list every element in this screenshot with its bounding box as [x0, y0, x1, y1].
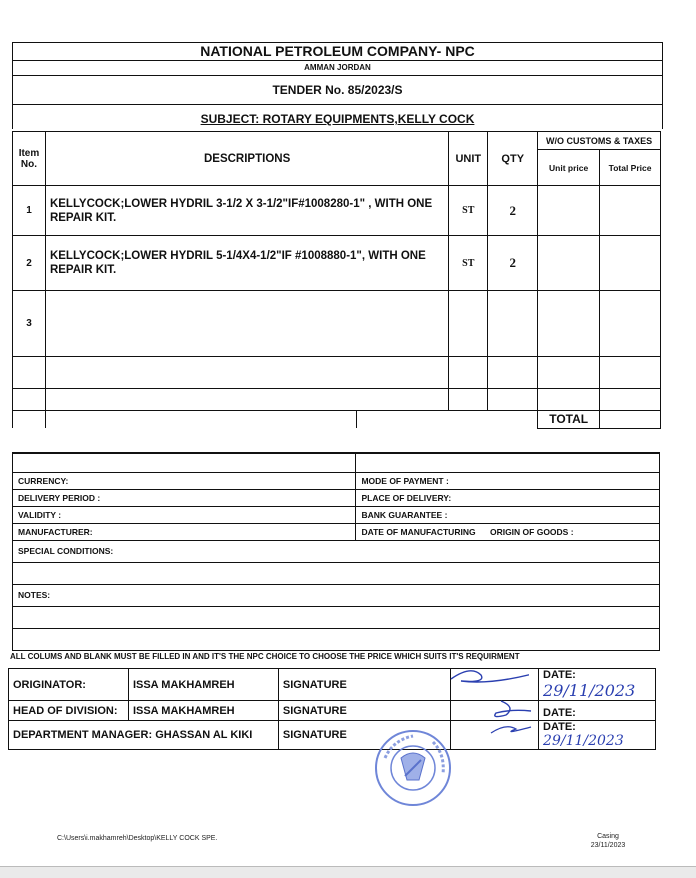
- footer-label: Casing: [597, 833, 619, 840]
- item-number: 2: [13, 236, 46, 291]
- col-total-price-header: Total Price: [600, 150, 661, 186]
- company-stamp: [373, 728, 453, 808]
- col-qty-header: QTY: [488, 132, 538, 186]
- signer-name: GHASSAN AL KIKI: [155, 729, 253, 741]
- item-qty: [488, 291, 538, 357]
- col-item-header: Item No.: [13, 132, 46, 186]
- mode-of-payment-field[interactable]: MODE OF PAYMENT :: [356, 472, 660, 489]
- signature-row: [9, 701, 656, 721]
- total-label: TOTAL: [538, 411, 600, 429]
- delivery-period-field[interactable]: DELIVERY PERIOD :: [13, 489, 356, 506]
- item-unit-price: [538, 186, 600, 236]
- item-number: 1: [13, 186, 46, 236]
- signature-row: [9, 721, 656, 750]
- role-label: ORIGINATOR:: [9, 669, 129, 701]
- manufacturing-date-field[interactable]: [356, 523, 660, 540]
- item-unit-price: [538, 236, 600, 291]
- item-unit: ST: [449, 236, 488, 291]
- date-label: DATE:: [543, 707, 576, 719]
- city-line: AMMAN JORDAN: [12, 60, 663, 76]
- item-description: KELLYCOCK;LOWER HYDRIL 5-1/4X4-1/2"IF #1008880-1", WITH ONE REPAIR KIT.: [45, 236, 448, 291]
- total-row: [13, 411, 661, 429]
- tender-number: TENDER No. 85/2023/S: [12, 76, 663, 105]
- handwritten-signature: [441, 665, 529, 687]
- date-label: DATE:: [543, 669, 576, 681]
- item-total-price: [600, 186, 661, 236]
- handwritten-date: 29/11/2023: [543, 733, 624, 749]
- signature-label: SIGNATURE: [278, 701, 451, 721]
- total-value: [600, 411, 661, 429]
- col-unit-price-header: Unit price: [538, 150, 600, 186]
- disclaimer-text: ALL COLUMS AND BLANK MUST BE FILLED IN AND IT'S THE NPC CHOICE TO CHOOSE THE PRICE WHICH SUITS IT'S REQUIRMENT: [10, 652, 520, 661]
- signature-box[interactable]: [451, 701, 539, 721]
- item-total-price: [600, 236, 661, 291]
- role-label: HEAD OF DIVISION:: [9, 701, 129, 721]
- table-row: [13, 291, 661, 357]
- table-row: [13, 236, 661, 291]
- item-unit-price: [538, 291, 600, 357]
- date-of-manufacturing-label: DATE OF MANUFACTURING: [361, 526, 476, 537]
- date-cell[interactable]: [539, 669, 656, 701]
- customs-taxes-header: W/O CUSTOMS & TAXES: [538, 132, 661, 150]
- item-qty: 2: [488, 186, 538, 236]
- role-label: [9, 721, 279, 750]
- item-unit: [449, 291, 488, 357]
- item-number: 3: [13, 291, 46, 357]
- bank-guarantee-field[interactable]: BANK GUARANTEE :: [356, 506, 660, 523]
- file-path: C:\Users\i.makhamreh\Desktop\KELLY COCK SPE.: [57, 835, 218, 842]
- handwritten-signature: [481, 719, 569, 741]
- signer-name: ISSA MAKHAMREH: [128, 701, 278, 721]
- signatures-table: [8, 668, 656, 750]
- terms-table: [12, 452, 660, 651]
- signature-label: SIGNATURE: [278, 721, 451, 750]
- handwritten-date: 29/11/2023: [543, 681, 636, 700]
- col-unit-header: UNIT: [449, 132, 488, 186]
- currency-field[interactable]: CURRENCY:: [13, 472, 356, 489]
- signature-label: SIGNATURE: [278, 669, 451, 701]
- company-title: NATIONAL PETROLEUM COMPANY- NPC: [12, 42, 663, 61]
- notes-field[interactable]: NOTES:: [13, 584, 660, 606]
- item-total-price: [600, 291, 661, 357]
- manufacturer-field[interactable]: MANUFACTURER:: [13, 523, 356, 540]
- items-table: [12, 131, 661, 429]
- subject-line: SUBJECT: ROTARY EQUIPMENTS,KELLY COCK: [12, 105, 663, 129]
- date-label: DATE:: [543, 721, 576, 733]
- page-edge: [0, 866, 696, 878]
- item-unit: ST: [449, 186, 488, 236]
- special-conditions-field[interactable]: SPECIAL CONDITIONS:: [13, 540, 660, 562]
- table-row: [13, 389, 661, 411]
- role-text: DEPARTMENT MANAGER:: [13, 729, 153, 741]
- signature-box[interactable]: [451, 669, 539, 701]
- table-row: [13, 357, 661, 389]
- item-description: KELLYCOCK;LOWER HYDRIL 3-1/2 X 3-1/2"IF#1008280-1" , WITH ONE REPAIR KIT.: [45, 186, 448, 236]
- validity-field[interactable]: VALIDITY :: [13, 506, 356, 523]
- place-of-delivery-field[interactable]: PLACE OF DELIVERY:: [356, 489, 660, 506]
- origin-of-goods-label: ORIGIN OF GOODS :: [489, 526, 574, 537]
- signer-name: ISSA MAKHAMREH: [128, 669, 278, 701]
- footer-date: 23/11/2023: [590, 842, 626, 849]
- signature-row: [9, 669, 656, 701]
- item-description: [45, 291, 448, 357]
- signature-box[interactable]: [451, 721, 539, 750]
- col-descriptions-header: DESCRIPTIONS: [45, 132, 448, 186]
- table-row: [13, 186, 661, 236]
- item-qty: 2: [488, 236, 538, 291]
- handwritten-signature: [471, 697, 559, 719]
